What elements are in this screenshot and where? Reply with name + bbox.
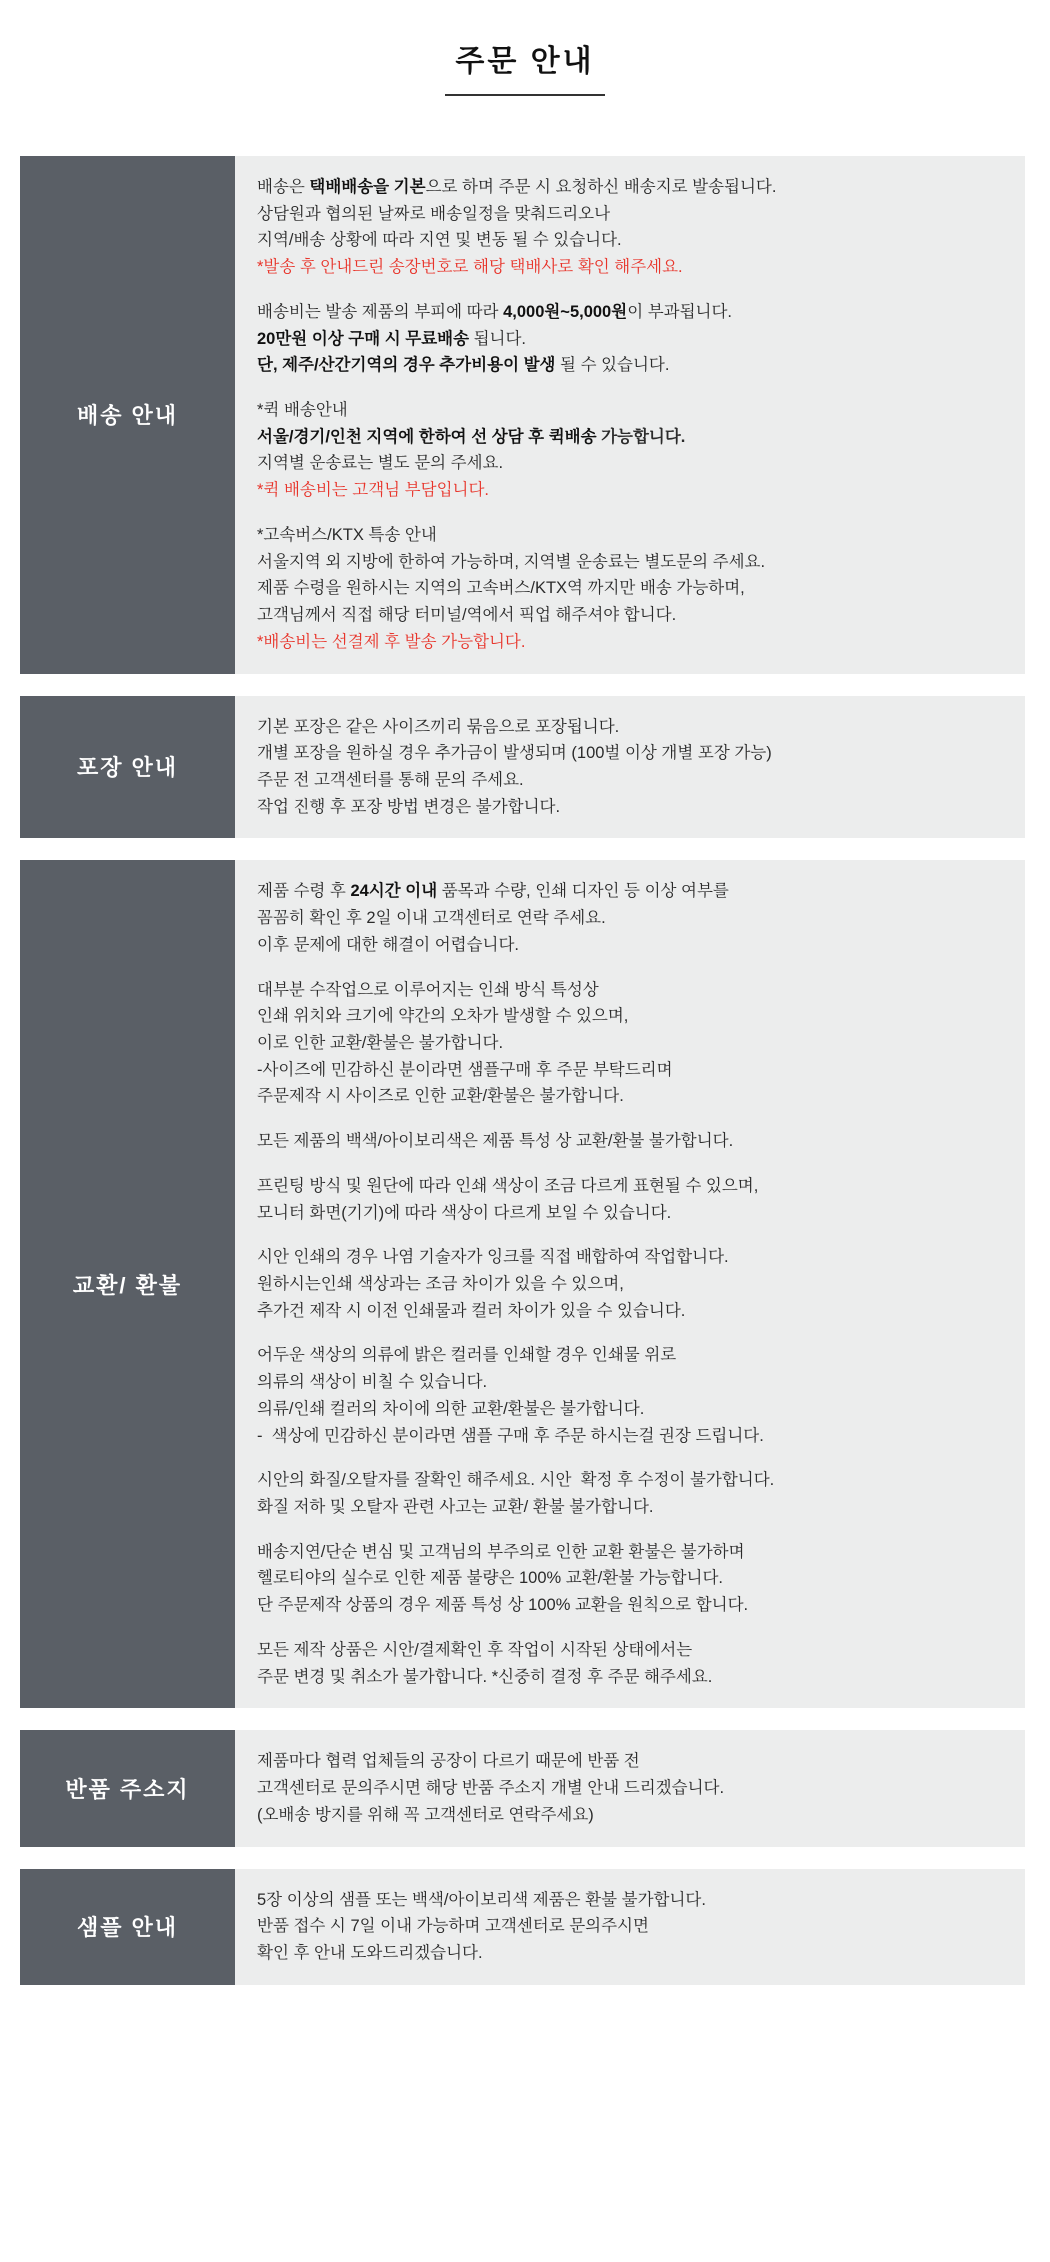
text-line: 프린팅 방식 및 원단에 따라 인쇄 색상이 조금 다르게 표현될 수 있으며,	[257, 1176, 759, 1195]
paragraph	[257, 174, 1003, 281]
text-line: 의류의 색상이 비칠 수 있습니다.	[257, 1373, 488, 1392]
paragraph	[257, 522, 1003, 656]
section-body	[235, 1730, 1025, 1846]
section-label: 배송 안내	[20, 156, 235, 674]
section-label: 반품 주소지	[20, 1730, 235, 1846]
text-line: 지역/배송 상황에 따라 지연 및 변동 될 수 있습니다.	[257, 231, 622, 250]
text-line: 모든 제품의 백색/아이보리색은 제품 특성 상 교환/환불 불가합니다.	[257, 1132, 734, 1151]
text-line: 모든 제작 상품은 시안/결제확인 후 작업이 시작된 상태에서는	[257, 1640, 693, 1659]
text-line: 서울/경기/인천 지역에 한하여 선 상담 후 퀵배송 가능합니다.	[257, 427, 686, 446]
paragraph	[257, 1539, 1003, 1619]
text-line: *배송비는 선결제 후 발송 가능합니다.	[257, 632, 526, 651]
text-line: 꼼꼼히 확인 후 2일 이내 고객센터로 연락 주세요.	[257, 909, 606, 928]
text-line: 상담원과 협의된 날짜로 배송일정을 맞춰드리오나	[257, 204, 611, 223]
text-line: 이후 문제에 대한 해결이 어렵습니다.	[257, 935, 520, 954]
text-line: *퀵 배송안내	[257, 401, 348, 420]
paragraph	[257, 1173, 1003, 1226]
text-line: 시안 인쇄의 경우 나염 기술자가 잉크를 직접 배합하여 작업합니다.	[257, 1248, 729, 1267]
text-line: 단 주문제작 상품의 경우 제품 특성 상 100% 교환을 원칙으로 합니다.	[257, 1596, 749, 1615]
text-line: 제품 수령을 원하시는 지역의 고속버스/KTX역 까지만 배송 가능하며,	[257, 579, 745, 598]
guide-section	[20, 156, 1025, 674]
text-line: 헬로티야의 실수로 인한 제품 불량은 100% 교환/환불 가능합니다.	[257, 1569, 723, 1588]
text-line: 어두운 색상의 의류에 밝은 컬러를 인쇄할 경우 인쇄물 위로	[257, 1346, 677, 1365]
section-label: 포장 안내	[20, 696, 235, 839]
text-line: 제품 수령 후 24시간 이내 품목과 수량, 인쇄 디자인 등 이상 여부를	[257, 882, 729, 901]
paragraph	[257, 1342, 1003, 1449]
text-line: 의류/인쇄 컬러의 차이에 의한 교환/환불은 불가합니다.	[257, 1399, 645, 1418]
paragraph	[257, 878, 1003, 958]
text-line: 대부분 수작업으로 이루어지는 인쇄 방식 특성상	[257, 980, 599, 999]
text-line: *퀵 배송비는 고객님 부담입니다.	[257, 481, 489, 500]
text-line: 모니터 화면(기기)에 따라 색상이 다르게 보일 수 있습니다.	[257, 1203, 672, 1222]
text-line: 배송지연/단순 변심 및 고객님의 부주의로 인한 교환 환불은 불가하며	[257, 1542, 745, 1561]
section-label: 샘플 안내	[20, 1869, 235, 1985]
paragraph	[257, 1467, 1003, 1520]
text-line: 주문 변경 및 취소가 불가합니다. *신중히 결정 후 주문 해주세요.	[257, 1667, 713, 1686]
section-body	[235, 860, 1025, 1708]
text-line: 배송은 택배배송을 기본으로 하며 주문 시 요청하신 배송지로 발송됩니다.	[257, 178, 777, 196]
text-line: 고객센터로 문의주시면 해당 반품 주소지 개별 안내 드리겠습니다.	[257, 1779, 725, 1798]
section-label: 교환/ 환불	[20, 860, 235, 1708]
section-body	[235, 696, 1025, 839]
text-line: 반품 접수 시 7일 이내 가능하며 고객센터로 문의주시면	[257, 1917, 649, 1936]
section-body	[235, 156, 1025, 674]
text-line: 확인 후 안내 도와드리겠습니다.	[257, 1943, 483, 1962]
guide-section	[20, 860, 1025, 1708]
text-line: 5장 이상의 샘플 또는 백색/아이보리색 제품은 환불 불가합니다.	[257, 1890, 706, 1909]
text-line: 주문 전 고객센터를 통해 문의 주세요.	[257, 770, 524, 789]
paragraph	[257, 1637, 1003, 1690]
text-line: 서울지역 외 지방에 한하여 가능하며, 지역별 운송료는 별도문의 주세요.	[257, 552, 766, 571]
text-line: *발송 후 안내드린 송장번호로 해당 택배사로 확인 해주세요.	[257, 258, 683, 277]
text-line: 이로 인한 교환/환불은 불가합니다.	[257, 1033, 504, 1052]
text-line: 지역별 운송료는 별도 문의 주세요.	[257, 454, 504, 473]
text-line: 기본 포장은 같은 사이즈끼리 묶음으로 포장됩니다.	[257, 717, 620, 736]
paragraph	[257, 397, 1003, 504]
page-title-wrap	[0, 0, 1050, 96]
paragraph	[257, 1748, 1003, 1828]
paragraph	[257, 977, 1003, 1111]
paragraph	[257, 1128, 1003, 1155]
text-line: 배송비는 발송 제품의 부피에 따라 4,000원~5,000원이 부과됩니다.	[257, 302, 732, 321]
text-line: 화질 저하 및 오탈자 관련 사고는 교환/ 환불 불가합니다.	[257, 1498, 654, 1517]
text-line: 시안의 화질/오탈자를 잘확인 해주세요. 시안 확정 후 수정이 불가합니다.	[257, 1471, 775, 1490]
text-line: 고객님께서 직접 해당 터미널/역에서 픽업 해주셔야 합니다.	[257, 606, 677, 625]
text-line: 원하시는인쇄 색상과는 조금 차이가 있을 수 있으며,	[257, 1275, 624, 1293]
text-line: - 색상에 민감하신 분이라면 샘플 구매 후 주문 하시는걸 권장 드립니다.	[257, 1426, 764, 1445]
guide-section	[20, 1869, 1025, 1985]
paragraph	[257, 714, 1003, 821]
text-line: 인쇄 위치와 크기에 약간의 오차가 발생할 수 있으며,	[257, 1007, 629, 1026]
paragraph	[257, 299, 1003, 379]
page-title: 주문 안내	[445, 36, 604, 96]
guide-sections	[0, 156, 1050, 1985]
text-line: *고속버스/KTX 특송 안내	[257, 525, 437, 544]
paragraph	[257, 1244, 1003, 1324]
text-line: 단, 제주/산간기역의 경우 추가비용이 발생 될 수 있습니다.	[257, 356, 670, 375]
text-line: 주문제작 시 사이즈로 인한 교환/환불은 불가합니다.	[257, 1087, 624, 1106]
section-body	[235, 1869, 1025, 1985]
text-line: 추가건 제작 시 이전 인쇄물과 컬러 차이가 있을 수 있습니다.	[257, 1301, 686, 1320]
text-line: 개별 포장을 원하실 경우 추가금이 발생되며 (100벌 이상 개별 포장 가능)	[257, 744, 772, 763]
paragraph	[257, 1887, 1003, 1967]
guide-section	[20, 1730, 1025, 1846]
text-line: -사이즈에 민감하신 분이라면 샘플구매 후 주문 부탁드리며	[257, 1060, 673, 1079]
text-line: 제품마다 협력 업체들의 공장이 다르기 때문에 반품 전	[257, 1752, 640, 1771]
guide-section	[20, 696, 1025, 839]
text-line: 작업 진행 후 포장 방법 변경은 불가합니다.	[257, 797, 561, 816]
text-line: (오배송 방지를 위해 꼭 고객센터로 연락주세요)	[257, 1805, 594, 1824]
text-line: 20만원 이상 구매 시 무료배송 됩니다.	[257, 329, 527, 348]
